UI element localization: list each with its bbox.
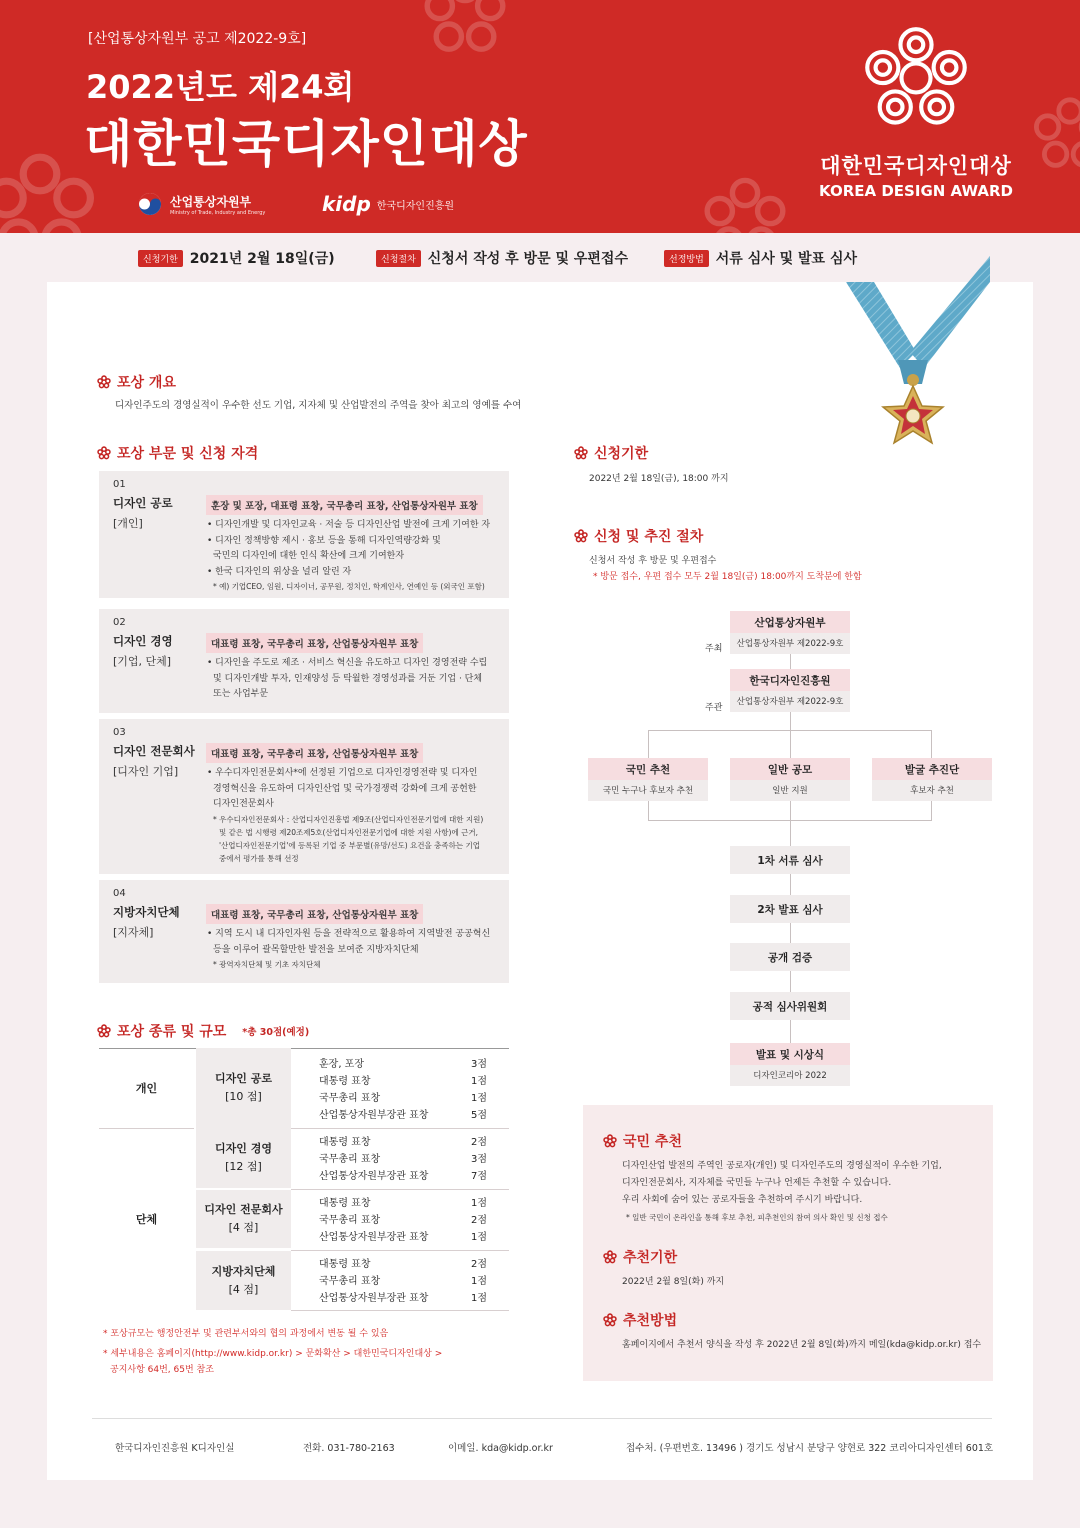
taegeuk-icon xyxy=(138,192,162,216)
description-line: 또는 사업부문 xyxy=(213,689,269,699)
award-count: 1점 xyxy=(470,1232,487,1243)
flow-node-organizer xyxy=(730,669,850,712)
ministry-name: 산업통상자원부 xyxy=(170,194,252,209)
flow-node-branch xyxy=(872,758,992,801)
overview-text: 디자인주도의 경영실적이 우수한 선도 기업, 지자체 및 산업발전의 주역을 찾아 최고의 영예를 수여 xyxy=(115,400,522,411)
flow-line xyxy=(648,820,932,821)
kidp-wordmark: kidp xyxy=(322,192,371,216)
section-title: 추천방법 xyxy=(623,1313,678,1329)
section-title: 포상 종류 및 규모 xyxy=(117,1024,227,1040)
award-type: 대통령 표창 xyxy=(319,1137,371,1148)
award-count: 1점 xyxy=(470,1293,487,1304)
award-count: 1점 xyxy=(470,1076,487,1087)
group-label: 개인 xyxy=(135,1082,158,1095)
flow-line xyxy=(931,730,932,760)
section-deadline xyxy=(574,443,648,463)
strip-value: 신청서 작성 후 방문 및 우편접수 xyxy=(427,251,628,267)
scale-category-count: [10 점] xyxy=(225,1090,262,1103)
flower-bullet-icon xyxy=(603,1313,617,1327)
flow-line xyxy=(648,730,932,731)
node-sub: 산업통상자원부 제2022-9호 xyxy=(730,633,850,654)
award-count: 2점 xyxy=(470,1215,487,1226)
flower-pattern-icon xyxy=(420,0,510,60)
section-overview xyxy=(97,372,176,392)
footer-phone: 전화. 031-780-2163 xyxy=(303,1443,395,1454)
scale-total: *총 30점(예정) xyxy=(242,1027,310,1038)
medal-icon xyxy=(838,256,998,456)
description-line: 국민의 디자인에 대한 인식 확산에 크게 기여한자 xyxy=(213,551,405,561)
description-note: * 광역자치단체 및 기초 자치단체 xyxy=(213,960,321,969)
flower-pattern-icon xyxy=(700,175,790,233)
award-flower-logo-icon xyxy=(864,24,968,136)
description-note: 및 같은 법 시행령 제20조제5호(산업디자인전문기업에 대한 지원 사항)에 근거, xyxy=(219,827,478,837)
scale-category xyxy=(196,1048,291,1128)
category-target: [디자인 기업] xyxy=(113,765,179,778)
flower-bullet-icon xyxy=(603,1250,617,1264)
award-count: 1점 xyxy=(470,1093,487,1104)
node-title: 산업통상자원부 xyxy=(730,611,850,633)
footer-divider xyxy=(92,1418,992,1419)
category-awards: 대표령 표창, 국무총리 표창, 산업통상자원부 표창 xyxy=(206,633,423,653)
kidp-logo xyxy=(322,192,454,216)
category-awards: 훈장 및 포장, 대표령 표창, 국무총리 표창, 산업통상자원부 표창 xyxy=(206,495,483,515)
procedure-note: * 방문 접수, 우편 접수 모두 2월 18일(금) 18:00까지 도착분에 한함 xyxy=(593,572,862,582)
category-description xyxy=(207,518,503,593)
scale-category-name: 디자인 공로 xyxy=(215,1072,272,1085)
footer-dept: 한국디자인진흥원 K디자인실 xyxy=(115,1443,235,1454)
section-procedure xyxy=(574,526,703,546)
flower-bullet-icon xyxy=(574,529,588,543)
award-type: 국무총리 표창 xyxy=(319,1215,381,1226)
category-name: 디자인 공로 xyxy=(113,496,173,510)
category-number: 03 xyxy=(113,727,126,738)
section-title: 추천기한 xyxy=(623,1250,678,1266)
scale-category xyxy=(196,1251,291,1310)
description-line: • 지역 도시 내 디자인자원 등을 전략적으로 활용하여 지역발전 공공혁신 xyxy=(207,929,491,939)
strip-tag: 선정방법 xyxy=(664,250,709,267)
description-line: • 디자인개발 및 디자인교육 · 저술 등 디자인산업 발전에 크게 기여한 자 xyxy=(207,520,491,530)
award-type: 대통령 표창 xyxy=(319,1198,371,1209)
description-note: '산업디자인전문기업'에 등록된 기업 중 부문별(유망/선도) 요건을 충족하는 기업 xyxy=(219,840,481,850)
procedure-text: 신청서 작성 후 방문 및 우편접수 xyxy=(589,556,717,566)
flower-bullet-icon xyxy=(97,375,111,389)
category-awards: 대표령 표창, 국무총리 표창, 산업통상자원부 표창 xyxy=(206,904,423,924)
page-title: 대한민국디자인대상 xyxy=(84,115,528,173)
award-count: 3점 xyxy=(470,1154,487,1165)
flow-line xyxy=(648,730,649,760)
description-line: 등을 이루어 괄목할만한 발전을 보여준 지방자치단체 xyxy=(213,944,419,955)
recommend-method-text: 홈페이지에서 추천서 양식을 작성 후 2022년 2월 8일(화)까지 메일(kda@kidp.or.kr) 접수 xyxy=(622,1340,982,1350)
scale-items xyxy=(291,1056,509,1124)
category-number: 01 xyxy=(113,479,126,490)
award-type: 국무총리 표창 xyxy=(319,1276,381,1287)
footer-address: 접수처. (우편번호. 13496 ) 경기도 성남시 분당구 양현로 322 코리아디자인센터 601호 xyxy=(626,1443,994,1454)
award-type: 국무총리 표창 xyxy=(319,1154,381,1165)
footer-email: 이메일. kda@kidp.or.kr xyxy=(448,1443,553,1454)
description-line: 디자인전문회사 xyxy=(213,799,274,809)
category-number: 02 xyxy=(113,617,126,628)
section-title: 포상 개요 xyxy=(117,375,176,391)
category-target: [개인] xyxy=(113,517,143,530)
section-categories xyxy=(97,443,258,463)
award-name-ko: 대한민국디자인대상 xyxy=(820,154,1012,178)
category-target: [지자체] xyxy=(113,926,154,939)
scale-category-name: 지방자치단체 xyxy=(211,1264,276,1278)
category-card-3 xyxy=(99,719,509,874)
host-label: 주최 xyxy=(705,644,723,654)
award-count: 1점 xyxy=(470,1198,487,1209)
section-title: 국민 추천 xyxy=(623,1134,682,1150)
strip-value: 서류 심사 및 발표 심사 xyxy=(715,251,857,267)
node-sub: 디자인코리아 2022 xyxy=(730,1065,850,1086)
recommend-line: 우리 사회에 숨어 있는 공로자들을 추천하여 주시기 바랍니다. xyxy=(622,1195,863,1205)
group-label: 단체 xyxy=(135,1213,158,1226)
scale-category xyxy=(196,1190,291,1248)
ministry-name-en: Ministry of Trade, Industry and Energy xyxy=(170,209,266,216)
award-type: 대통령 표창 xyxy=(319,1259,371,1270)
scale-items xyxy=(291,1256,509,1307)
scale-category-count: [4 점] xyxy=(228,1221,259,1234)
recommend-line: 디자인전문회사, 지자체를 국민들 누구나 언제든 추천할 수 있습니다. xyxy=(622,1178,892,1188)
award-count: 3점 xyxy=(470,1059,487,1070)
section-recommend-method xyxy=(603,1310,677,1330)
award-count: 7점 xyxy=(470,1171,487,1182)
award-type: 산업통상자원부장관 표창 xyxy=(319,1171,429,1182)
scale-category-name: 디자인 전문회사 xyxy=(204,1203,283,1216)
flower-bullet-icon xyxy=(97,1024,111,1038)
ministry-logo xyxy=(138,192,265,216)
node-sub: 일반 지원 xyxy=(730,780,850,801)
description-note: * 예) 기업CEO, 임원, 디자이너, 공무원, 정치인, 학계인사, 연예인 등 (외국인 포함) xyxy=(213,582,485,591)
category-name: 디자인 전문회사 xyxy=(113,744,195,758)
deadline-text: 2022년 2월 18일(금), 18:00 까지 xyxy=(589,474,729,484)
award-count: 2점 xyxy=(470,1137,487,1148)
strip-deadline xyxy=(138,248,335,268)
node-title: 한국디자인진흥원 xyxy=(730,669,850,691)
category-awards: 대표령 표창, 국무총리 표창, 산업통상자원부 표창 xyxy=(206,743,423,763)
description-line: • 한국 디자인의 위상을 널리 알린 자 xyxy=(207,566,352,577)
scale-category-count: [12 점] xyxy=(225,1160,262,1173)
section-title: 신청 및 추진 절차 xyxy=(594,529,704,545)
node-sub: 국민 누구나 후보자 추천 xyxy=(588,780,708,801)
category-card-4 xyxy=(99,880,509,983)
flower-bullet-icon xyxy=(603,1134,617,1148)
recommend-line: 디자인산업 발전의 주역인 공로자(개인) 및 디자인주도의 경영실적이 우수한 기업, xyxy=(622,1161,942,1171)
section-title: 신청기한 xyxy=(594,446,649,462)
organizer-label: 주관 xyxy=(705,703,723,713)
node-title: 국민 추천 xyxy=(588,758,708,780)
section-scale xyxy=(97,1021,309,1041)
award-scale-table xyxy=(99,1048,509,1313)
edition-title: 2022년도 제24회 xyxy=(86,68,355,106)
node-sub: 산업통상자원부 제2022-9호 xyxy=(730,691,850,712)
node-sub: 후보자 추천 xyxy=(872,780,992,801)
section-recommend-deadline xyxy=(603,1247,677,1267)
scale-items xyxy=(291,1134,509,1185)
flower-pattern-icon xyxy=(1030,95,1080,175)
node-title: 일반 공모 xyxy=(730,758,850,780)
header-banner xyxy=(0,0,1080,233)
scale-note: * 포상규모는 행정안전부 및 관련부서와의 협의 과정에서 변동 될 수 있음 xyxy=(103,1329,389,1339)
award-count: 1점 xyxy=(470,1276,487,1287)
flow-node-branch xyxy=(730,758,850,801)
category-number: 04 xyxy=(113,888,126,899)
node-title: 발굴 추진단 xyxy=(872,758,992,780)
scale-items xyxy=(291,1195,509,1246)
category-target: [기업, 단체] xyxy=(113,655,172,668)
flow-step: 2차 발표 심사 xyxy=(730,895,850,923)
section-title: 포상 부문 및 신청 자격 xyxy=(117,446,259,462)
scale-note: 공지사항 64번, 65번 참조 xyxy=(110,1365,214,1375)
scale-category xyxy=(196,1128,291,1188)
award-emblem xyxy=(808,24,1024,200)
recommend-note: * 일반 국민이 온라인을 통해 후보 추천, 피추천인의 참여 의사 확인 및 신청 접수 xyxy=(626,1213,888,1222)
strip-tag: 신청절차 xyxy=(376,250,421,267)
strip-procedure xyxy=(376,248,628,268)
description-line: 및 디자인개발 투자, 인재양성 등 탁월한 경영성과를 거둔 기업 · 단체 xyxy=(213,673,483,684)
recommend-deadline-text: 2022년 2월 8일(화) 까지 xyxy=(622,1277,725,1287)
flow-step: 공적 심사위원회 xyxy=(730,992,850,1020)
strip-value: 2021년 2월 18일(금) xyxy=(189,251,335,267)
description-line: • 디자인을 주도로 제조 · 서비스 혁신을 유도하고 디자인 경영전략 수립 xyxy=(207,658,488,668)
flow-node-host xyxy=(730,611,850,654)
award-type: 산업통상자원부장관 표창 xyxy=(319,1232,429,1243)
notice-number: [산업통상자원부 공고 제2022-9호] xyxy=(88,31,307,47)
description-line: • 우수디자인전문회사*에 선정된 기업으로 디자인경영전략 및 디자인 xyxy=(207,768,478,778)
award-type: 훈장, 포장 xyxy=(319,1059,364,1070)
recommend-text xyxy=(622,1158,942,1226)
scale-note: * 세부내용은 홈페이지(http://www.kidp.or.kr) > 문화확산 > 대한민국디자인대상 > xyxy=(103,1349,443,1359)
flow-step: 공개 검증 xyxy=(730,943,850,971)
category-name: 디자인 경영 xyxy=(113,634,173,648)
kidp-name: 한국디자인진흥원 xyxy=(376,200,455,212)
category-card-1 xyxy=(99,471,509,598)
category-description xyxy=(207,927,503,971)
node-title: 발표 및 시상식 xyxy=(730,1043,850,1065)
description-note: * 우수디자인전문회사 : 산업디자인진흥법 제9조(산업디자인전문기업에 대한 지원) xyxy=(213,814,484,824)
section-recommend xyxy=(603,1131,682,1151)
award-type: 국무총리 표창 xyxy=(319,1093,381,1104)
flower-bullet-icon xyxy=(97,446,111,460)
award-count: 2점 xyxy=(470,1259,487,1270)
flow-step: 1차 서류 심사 xyxy=(730,846,850,874)
category-description xyxy=(207,766,503,865)
flower-bullet-icon xyxy=(574,446,588,460)
strip-selection xyxy=(664,248,857,268)
award-count: 5점 xyxy=(470,1110,487,1121)
award-type: 대통령 표창 xyxy=(319,1076,371,1087)
award-name-en: KOREA DESIGN AWARD xyxy=(819,182,1013,200)
scale-category-name: 디자인 경영 xyxy=(215,1142,272,1155)
description-line: • 디자인 정책방향 제시 · 홍보 등을 통해 디자인역량강화 및 xyxy=(207,535,441,546)
category-card-2 xyxy=(99,609,509,713)
flow-node-branch xyxy=(588,758,708,801)
flow-node-final xyxy=(730,1043,850,1086)
category-description xyxy=(207,656,503,703)
category-name: 지방자치단체 xyxy=(113,905,180,919)
strip-tag: 신청기한 xyxy=(138,250,183,267)
description-note: 중에서 평가를 통해 선정 xyxy=(219,853,299,863)
scale-category-count: [4 점] xyxy=(228,1282,259,1296)
award-type: 산업통상자원부장관 표창 xyxy=(319,1110,429,1121)
description-line: 경영혁신을 유도하여 디자인산업 및 국가경쟁력 강화에 크게 공헌한 xyxy=(213,783,477,794)
award-type: 산업통상자원부장관 표창 xyxy=(319,1293,429,1304)
